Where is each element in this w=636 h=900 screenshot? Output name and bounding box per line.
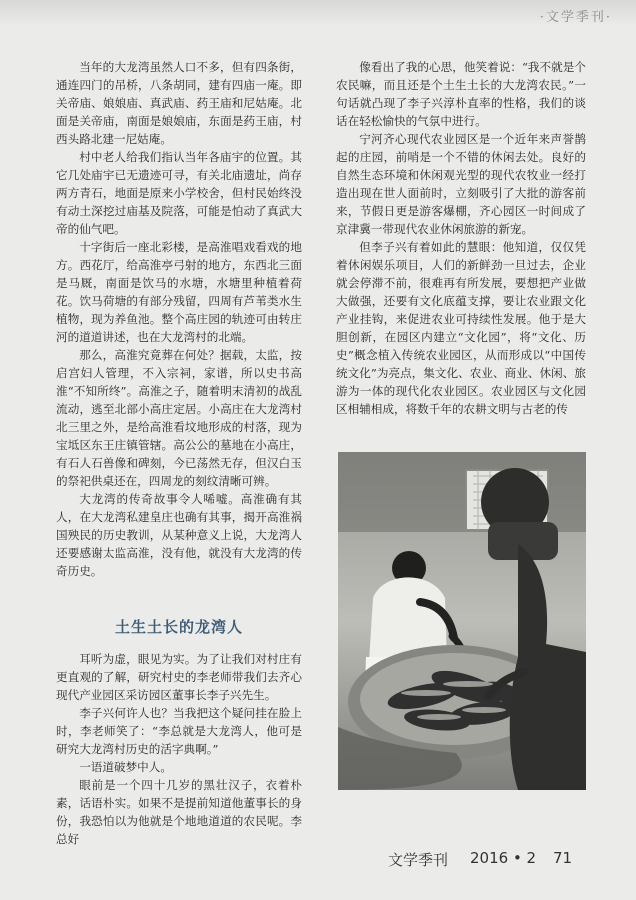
photo-image [338, 452, 586, 790]
left-paragraph-9: 眼前是一个四十几岁的黑壮汉子，衣着朴素，话语朴实。如果不是提前知道他董事长的身份，我恐怕以为他就是个地地道道的农民呢。李总好 [56, 778, 302, 846]
left-column [56, 58, 302, 848]
right-paragraph-1: 像看出了我的心思，他笑着说：“我不就是个农民嘛，而且还是个土生土长的大龙湾农民。”一句话就凸现了李子兴淳朴直率的性格，我们的谈话在轻松愉快的气氛中进行。 [336, 60, 586, 128]
section-title: 土生土长的龙湾人 [114, 618, 243, 636]
header-mark: ·文学季刊· [539, 10, 612, 25]
left-paragraph-8: 一语道破梦中人。 [79, 760, 172, 774]
right-paragraph-3: 但李子兴有着如此的慧眼：他知道，仅仅凭着休闲娱乐项目，人们的新鲜劲一旦过去，企业就会停滞不前，很难再有所发展，要想把产业做大做强，还要有文化底蕴支撑，要让农业跟文化产业挂钩，来促进农业可持续性发展。他于是大胆创新，在园区内建立“文化园”，将“文化、历史”概念植入传统农业园区，从而形成以“中国传统文化”为亮点，集文化、农业、商业、休闲、旅游为一体的现代化农业园区。农业园区与文化园区相辅相成，将数千年的农耕文明与古老的传 [336, 240, 586, 416]
right-paragraph-2: 宁河齐心现代农业园区是一个近年来声誉鹊起的庄园，前哨是一个不错的休闲去处。良好的自然生态环境和休闲观光型的现代农牧业一经打造出现在世人面前时，立刻吸引了大批的游客前来，节假日更是游客爆棚，齐心园区一时间成了京津冀一带现代农业休闲旅游的新宠。 [336, 132, 586, 236]
footer-page-number: 71 [553, 849, 573, 867]
left-paragraph-6: 耳听为虚，眼见为实。为了让我们对村庄有更直观的了解，研究村史的李老师带我们去齐心现代产业园区采访园区董事长李子兴先生。 [56, 652, 302, 702]
fish-sorting-photo [338, 452, 586, 790]
left-paragraph-4: 那么，高淮究竟葬在何处？据载，太监，按启宫妇人管理，不入宗祠，家谱，所以史书高淮“不知所终”。高淮之子，随着明末清初的战乱流动，逃至北部小高庄定居。小高庄在大龙湾村北三里之外，是给高淮看坟地形成的村落，现为宝坻区东王庄镇管辖。高公公的墓地在小高庄，有石人石兽像和碑刻，今已荡然无存，但汉白玉的祭祀供桌还在，四周龙的刻纹清晰可辨。 [56, 348, 302, 488]
left-paragraph-2: 村中老人给我们指认当年各庙宇的位置。其它几处庙宇已无遗迹可寻，有关北庙遗址，尚存两方青石，地面是原来小学校舍，但村民始终没有动土深挖过庙基及院落，可能是怕动了真武大帝的仙气吧。 [56, 150, 302, 236]
left-paragraph-1: 当年的大龙湾虽然人口不多，但有四条街，通连四门的吊桥，八条胡同，建有四庙一庵。即关帝庙、娘娘庙、真武庙、药王庙和尼姑庵。北面是关帝庙，南面是娘娘庙，东面是药王庙，村西头路北建一尼姑庵。 [56, 60, 302, 146]
left-paragraph-5: 大龙湾的传奇故事令人唏嘘。高淮确有其人，在大龙湾私建皇庄也确有其事，揭开高淮祸国殃民的历史教训，从某种意义上说，大龙湾人还要感谢太监高淮，没有他，就没有大龙湾的传奇历史。 [56, 492, 302, 578]
footer-magazine-name: 文学季刊 [388, 851, 449, 869]
right-column [336, 58, 586, 418]
left-paragraph-3: 十字街后一座北彩楼，是高淮唱戏看戏的地方。西花厅，给高淮亭弓射的地方，东西北三面是马厩，南面是饮马的水塘，水塘里种植着荷花。饮马荷塘的有部分残留，四周有芦苇类水生植物，现为养鱼池。整个高庄园的轨迹可由转庄河的道道讲述，也在大龙湾村的北端。 [56, 240, 302, 344]
footer-issue: 2016 • 2 [470, 849, 537, 867]
left-paragraph-7: 李子兴何许人也？当我把这个疑问挂在脸上时，李老师笑了：“李总就是大龙湾人，他可是研究大龙湾村历史的活字典啊。” [56, 706, 302, 756]
